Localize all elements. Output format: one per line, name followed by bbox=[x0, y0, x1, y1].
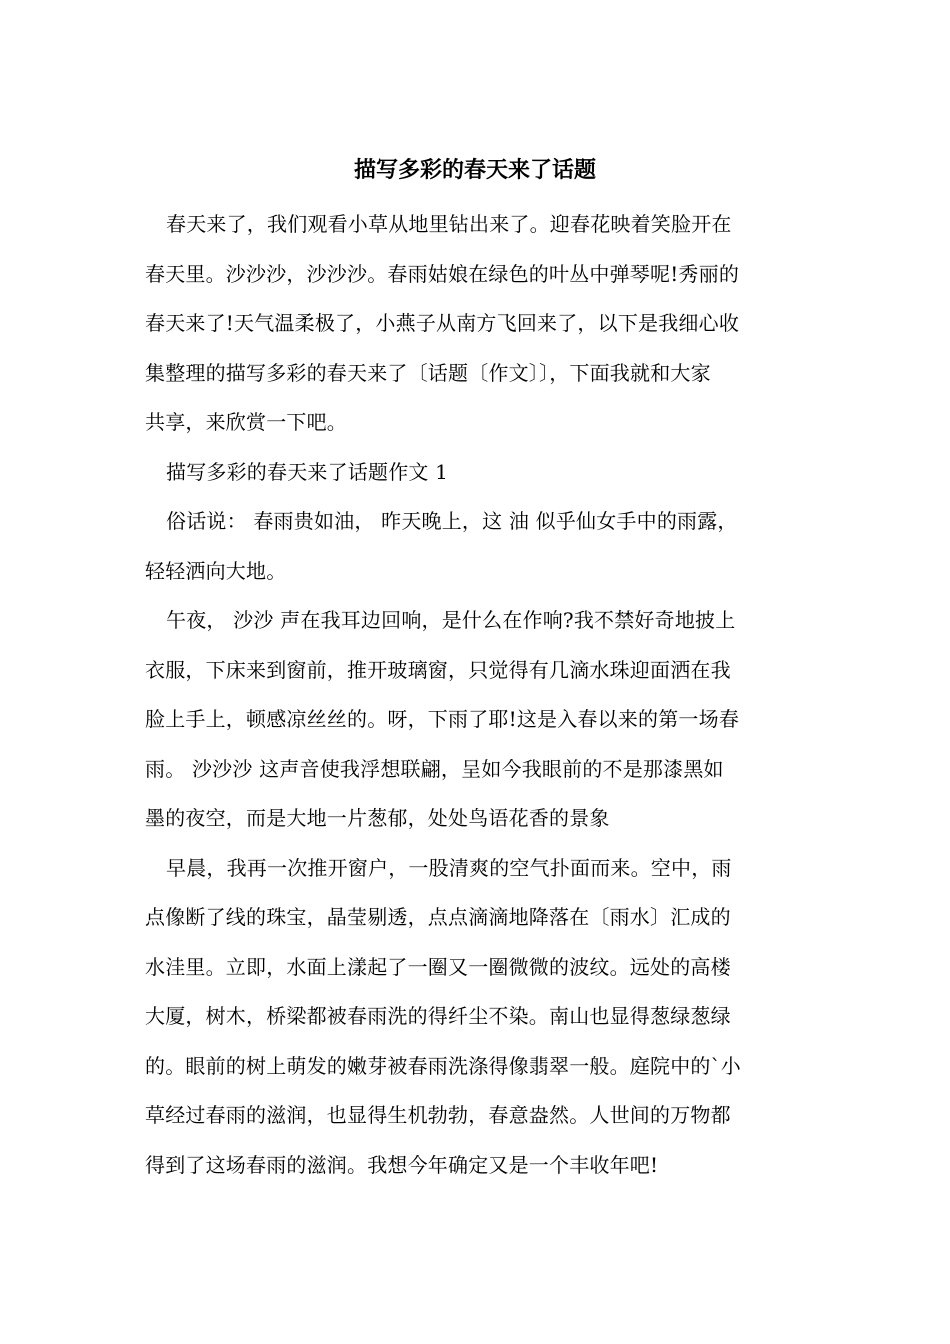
text-line: 墨的夜空，而是大地一片葱郁，处处鸟语花香的景象 bbox=[145, 806, 610, 830]
text-line: 脸上手上，顿感凉丝丝的。呀，下雨了耶!这是入春以来的第一场春 bbox=[145, 707, 740, 731]
text-line: 午夜， 沙沙 声在我耳边回响，是什么在作响?我不禁好奇地披上 bbox=[166, 608, 736, 632]
text-line: 共享，来欣赏一下吧。 bbox=[145, 410, 347, 434]
text-line: 春天来了!天气温柔极了，小燕子从南方飞回来了，以下是我细心收 bbox=[145, 311, 740, 335]
text-line: 点像断了线的珠宝，晶莹剔透，点点滴滴地降落在〔雨水〕汇成的 bbox=[145, 905, 731, 929]
text-line: 大厦，树木，桥梁都被春雨洗的得纤尘不染。南山也显得葱绿葱绿 bbox=[145, 1004, 731, 1028]
document-title: 描写多彩的春天来了话题 bbox=[353, 157, 596, 183]
text-line: 草经过春雨的滋润，也显得生机勃勃，春意盎然。人世间的万物都 bbox=[145, 1103, 731, 1127]
document-body bbox=[145, 204, 810, 1194]
text-line: 集整理的描写多彩的春天来了〔话题〔作文〕〕，下面我就和大家 bbox=[145, 360, 711, 385]
text-line: 早晨，我再一次推开窗户，一股清爽的空气扑面而来。空中，雨 bbox=[166, 855, 732, 880]
text-line: 描写多彩的春天来了话题作文 1 bbox=[166, 459, 449, 484]
text-line: 雨。 沙沙沙 这声音使我浮想联翩，呈如今我眼前的不是那漆黑如 bbox=[145, 756, 724, 781]
text-line: 水洼里。立即，水面上漾起了一圈又一圈微微的波纹。远处的高楼 bbox=[145, 954, 731, 979]
text-line: 得到了这场春雨的滋润。我想今年确定又是一个丰收年吧! bbox=[145, 1152, 659, 1177]
text-line: 春天里。沙沙沙，沙沙沙。春雨姑娘在绿色的叶丛中弹琴呢!秀丽的 bbox=[145, 261, 740, 286]
text-line: 春天来了，我们观看小草从地里钻出来了。迎春花映着笑脸开在 bbox=[166, 212, 732, 236]
text-line: 的。眼前的树上萌发的嫩芽被春雨洗涤得像翡翠一般。庭院中的`小 bbox=[145, 1053, 741, 1078]
text-line: 轻轻洒向大地。 bbox=[145, 558, 287, 583]
text-line: 衣服，下床来到窗前，推开玻璃窗，只觉得有几滴水珠迎面洒在我 bbox=[145, 657, 731, 682]
text-line: 俗话说： 春雨贵如油， 昨天晚上，这 油 似乎仙女手中的雨露， bbox=[166, 509, 738, 533]
